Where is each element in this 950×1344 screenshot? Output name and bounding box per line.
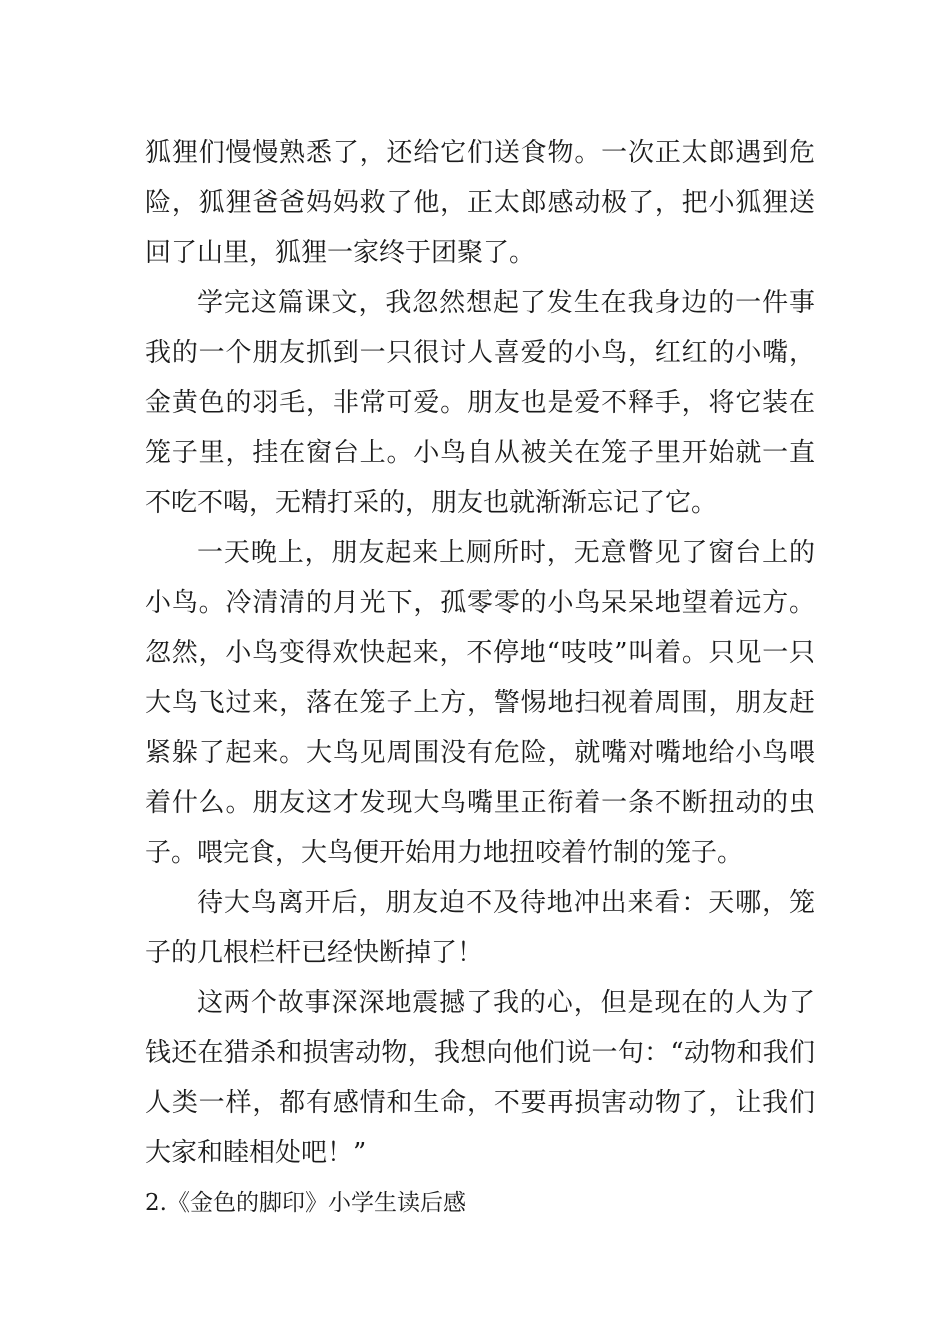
paragraph-2: 学完这篇课文，我忽然想起了发生在我身边的一件事我的一个朋友抓到一只很讨人喜爱的小鸟，红红的小嘴，金黄色的羽毛，非常可爱。朋友也是爱不释手，将它装在笼子里，挂在窗台上。小鸟自从被关在笼子里开始就一直不吃不喝，无精打采的，朋友也就渐渐忘记了它。 (145, 288, 815, 518)
paragraph-4: 待大鸟离开后，朋友迫不及待地冲出来看：天哪，笼子的几根栏杆已经快断掉了！ (145, 888, 815, 968)
paragraph-3: 一天晚上，朋友起来上厕所时，无意瞥见了窗台上的小鸟。冷清清的月光下，孤零零的小鸟呆呆地望着远方。忽然，小鸟变得欢快起来，不停地“吱吱”叫着。只见一只大鸟飞过来，落在笼子上方，警惕地扫视着周围，朋友赶紧躲了起来。大鸟见周围没有危险，就嘴对嘴地给小鸟喂着什么。朋友这才发现大鸟嘴里正衔着一条不断扭动的虫子。喂完食，大鸟便开始用力地扭咬着竹制的笼子。 (145, 538, 815, 868)
document-body (145, 128, 815, 1228)
paragraph-5: 这两个故事深深地震撼了我的心，但是现在的人为了钱还在猎杀和损害动物，我想向他们说一句：“动物和我们人类一样，都有感情和生命，不要再损害动物了，让我们大家和睦相处吧！” (145, 988, 815, 1168)
section-heading: 2.《金色的脚印》小学生读后感 (145, 1190, 466, 1216)
paragraph-1: 狐狸们慢慢熟悉了，还给它们送食物。一次正太郎遇到危险，狐狸爸爸妈妈救了他，正太郎感动极了，把小狐狸送回了山里，狐狸一家终于团聚了。 (145, 138, 815, 268)
